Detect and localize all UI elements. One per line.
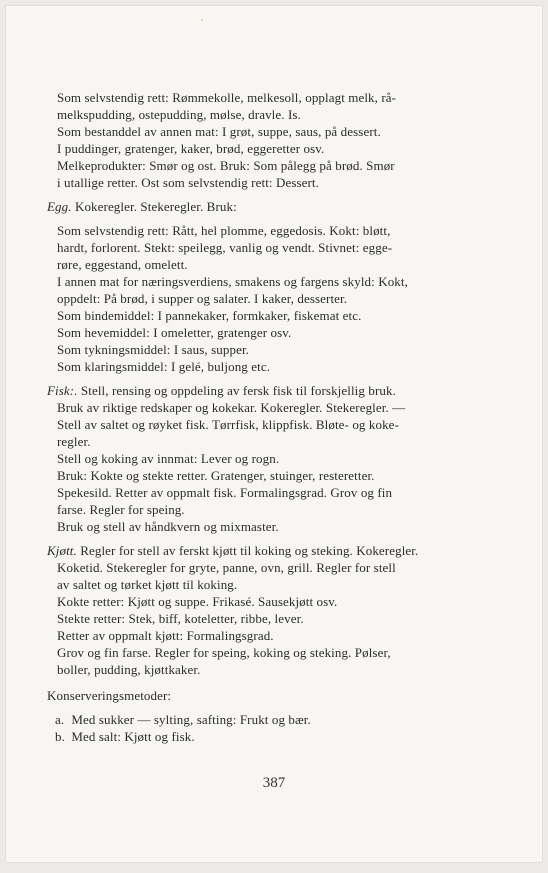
text-line: Bruk av riktige redskaper og kokekar. Kokeregler. Stekeregler. — — [57, 400, 406, 415]
text-line: Grov og fin farse. Regler for speing, koking og steking. Pølser, — [57, 645, 391, 660]
section-heading-kjott: Kjøtt. — [47, 543, 77, 558]
text-line: melkspudding, ostepudding, mølse, dravle. Is. — [57, 107, 301, 122]
text-line: Bruk og stell av håndkvern og mixmaster. — [57, 519, 279, 534]
text-line: Melkeprodukter: Smør og ost. Bruk: Som pålegg på brød. Smør — [57, 158, 395, 173]
text-line: Som hevemiddel: I omeletter, gratenger osv. — [57, 325, 292, 340]
text-line: Som selvstendig rett: Rømmekolle, melkesoll, opplagt melk, rå- — [57, 90, 397, 105]
text-line: Som bindemiddel: I pannekaker, formkaker, fiskemat etc. — [57, 308, 362, 323]
text-line: Koketid. Stekeregler for gryte, panne, ovn, grill. Regler for stell — [57, 560, 396, 575]
text-line: Kokte retter: Kjøtt og suppe. Frikasé. Sausekjøtt osv. — [57, 594, 338, 609]
list-label: b. — [55, 729, 65, 744]
page-number: 387 — [262, 775, 286, 791]
text-line: Bruk: Kokte og stekte retter. Gratenger, stuinger, resteretter. — [57, 468, 375, 483]
body-text — [47, 89, 468, 745]
text-line: oppdelt: På brød, i supper og salater. I kaker, desserter. — [57, 291, 348, 306]
text-line: av saltet og tørket kjøtt til koking. — [57, 577, 238, 592]
text-line: boller, pudding, kjøttkaker. — [57, 662, 201, 677]
text-line: i utallige retter. Ost som selvstendig rett: Dessert. — [57, 175, 319, 190]
text-line: Stell, rensing og oppdeling av fersk fisk til forskjellig bruk. — [80, 383, 396, 398]
text-line: Retter av oppmalt kjøtt: Formalingsgrad. — [57, 628, 274, 643]
section-fisk — [47, 382, 468, 399]
text-line: hardt, forlorent. Stekt: speilegg, vanlig og vendt. Stivnet: egge- — [57, 240, 393, 255]
section-egg — [47, 198, 468, 215]
section-heading-fisk: Fisk:. — [47, 383, 78, 398]
text-line: Stekte retter: Stek, biff, koteletter, ribbe, lever. — [57, 611, 304, 626]
text-line: farse. Regler for speing. — [57, 502, 185, 517]
section-heading-egg: Egg. — [47, 199, 72, 214]
text-line: Spekesild. Retter av oppmalt fisk. Formalingsgrad. Grov og fin — [57, 485, 393, 500]
list-item-text: Med salt: Kjøtt og fisk. — [71, 729, 195, 744]
text-line: Som bestanddel av annen mat: I grøt, suppe, saus, på dessert. — [57, 124, 381, 139]
section-heading-konservering: Konserveringsmetoder: — [47, 688, 172, 703]
text-line: I annen mat for næringsverdiens, smakens og fargens skyld: Kokt, — [57, 274, 408, 289]
text-line: Kokeregler. Stekeregler. Bruk: — [74, 199, 237, 214]
list-item-b — [50, 728, 468, 745]
text-line: Som tykningsmiddel: I saus, supper. — [57, 342, 249, 357]
text-line: Stell av saltet og røyket fisk. Tørrfisk, klippfisk. Bløte- og koke- — [57, 417, 399, 432]
text-line: røre, eggestand, omelett. — [57, 257, 188, 272]
text-line: Stell og koking av innmat: Lever og rogn. — [57, 451, 280, 466]
text-line: Som selvstendig rett: Rått, hel plomme, eggedosis. Kokt: bløtt, — [57, 223, 391, 238]
list-item-a — [50, 711, 468, 728]
speck — [201, 19, 203, 21]
list-item-text: Med sukker — sylting, safting: Frukt og bær. — [71, 712, 311, 727]
text-line: regler. — [57, 434, 91, 449]
text-line: I puddinger, gratenger, kaker, brød, eggeretter osv. — [57, 141, 325, 156]
book-page — [5, 5, 543, 863]
text-line: Regler for stell av ferskt kjøtt til koking og steking. Kokeregler. — [80, 543, 419, 558]
text-line: Som klaringsmiddel: I gelé, buljong etc. — [57, 359, 271, 374]
section-kjott — [47, 542, 468, 559]
list-label: a. — [55, 712, 65, 727]
